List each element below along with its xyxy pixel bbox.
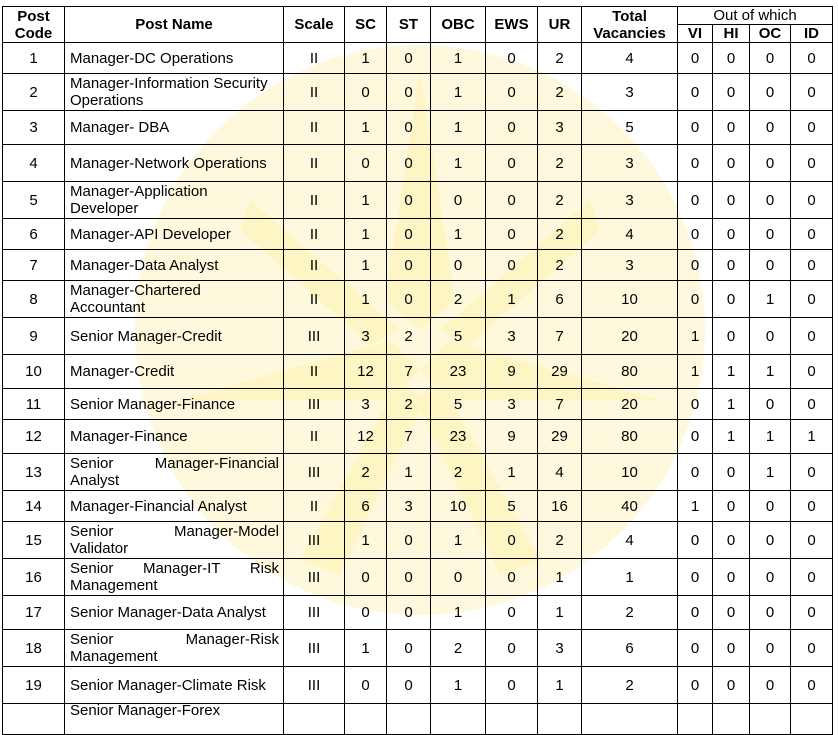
table-row — [3, 318, 833, 355]
cell-post-name: Manager-Chartered Accountant — [65, 281, 284, 318]
cell-ur: 29 — [538, 355, 582, 389]
cell-ur: 3 — [538, 630, 582, 667]
table-row — [3, 491, 833, 522]
cell-hi — [713, 704, 750, 735]
cell-ews: 3 — [486, 389, 538, 420]
cell-st: 0 — [387, 522, 431, 559]
cell-st: 0 — [387, 630, 431, 667]
cell-post-name: Manager-Data Analyst — [65, 250, 284, 281]
cell-st: 0 — [387, 667, 431, 704]
cell-ews: 3 — [486, 318, 538, 355]
cell-hi: 1 — [713, 389, 750, 420]
header-st: ST — [387, 7, 431, 43]
cell-vi: 0 — [678, 596, 713, 630]
cell-obc — [431, 704, 486, 735]
cell-hi: 0 — [713, 219, 750, 250]
cell-post-name: Manager-Network Operations — [65, 145, 284, 182]
cell-vi: 0 — [678, 630, 713, 667]
table-row — [3, 420, 833, 454]
table-row — [3, 522, 833, 559]
cell-post-name: Manager-Application Developer — [65, 182, 284, 219]
cell-ur: 29 — [538, 420, 582, 454]
cell-total: 2 — [582, 667, 678, 704]
cell-obc: 0 — [431, 559, 486, 596]
cell-obc: 1 — [431, 145, 486, 182]
cell-scale: II — [284, 420, 345, 454]
header-vi: VI — [678, 25, 713, 43]
cell-post-code: 1 — [3, 43, 65, 74]
cell-scale: II — [284, 74, 345, 111]
cell-ews: 0 — [486, 559, 538, 596]
cell-ur: 2 — [538, 43, 582, 74]
table-row — [3, 667, 833, 704]
cell-ur: 2 — [538, 74, 582, 111]
cell-post-code: 7 — [3, 250, 65, 281]
cell-post-code: 12 — [3, 420, 65, 454]
cell-sc: 12 — [345, 355, 387, 389]
cell-oc — [750, 704, 791, 735]
cell-sc: 0 — [345, 145, 387, 182]
cell-scale: III — [284, 596, 345, 630]
table-row — [3, 281, 833, 318]
cell-vi: 0 — [678, 454, 713, 491]
cell-hi: 0 — [713, 630, 750, 667]
cell-total: 4 — [582, 219, 678, 250]
cell-sc — [345, 704, 387, 735]
cell-id: 0 — [791, 182, 833, 219]
cell-id: 0 — [791, 522, 833, 559]
cell-sc: 1 — [345, 182, 387, 219]
cell-scale: II — [284, 111, 345, 145]
cell-hi: 0 — [713, 491, 750, 522]
cell-ews: 9 — [486, 355, 538, 389]
cell-total: 40 — [582, 491, 678, 522]
cell-total: 20 — [582, 318, 678, 355]
cell-sc: 1 — [345, 111, 387, 145]
cell-st: 0 — [387, 111, 431, 145]
cell-hi: 0 — [713, 145, 750, 182]
cell-vi: 0 — [678, 43, 713, 74]
cell-sc: 1 — [345, 219, 387, 250]
cell-st: 0 — [387, 74, 431, 111]
table-row — [3, 111, 833, 145]
cell-vi: 0 — [678, 145, 713, 182]
cell-post-name: Manager-Financial Analyst — [65, 491, 284, 522]
cell-ews: 0 — [486, 111, 538, 145]
cell-scale: III — [284, 454, 345, 491]
cell-scale: III — [284, 389, 345, 420]
cell-id: 0 — [791, 74, 833, 111]
cell-obc: 1 — [431, 219, 486, 250]
cell-hi: 0 — [713, 522, 750, 559]
cell-obc: 0 — [431, 250, 486, 281]
cell-obc: 2 — [431, 454, 486, 491]
cell-scale: III — [284, 667, 345, 704]
cell-oc: 0 — [750, 111, 791, 145]
cell-post-name: Senior Manager-Credit — [65, 318, 284, 355]
cell-vi: 0 — [678, 667, 713, 704]
cell-id: 0 — [791, 355, 833, 389]
header-ews: EWS — [486, 7, 538, 43]
cell-st: 0 — [387, 219, 431, 250]
cell-ur: 1 — [538, 596, 582, 630]
cell-total — [582, 704, 678, 735]
cell-total: 5 — [582, 111, 678, 145]
cell-id: 0 — [791, 281, 833, 318]
cell-obc: 1 — [431, 74, 486, 111]
cell-id: 0 — [791, 145, 833, 182]
table-row — [3, 74, 833, 111]
cell-hi: 1 — [713, 420, 750, 454]
cell-sc: 0 — [345, 667, 387, 704]
cell-post-name: Manager-API Developer — [65, 219, 284, 250]
cell-post-code: 5 — [3, 182, 65, 219]
cell-total: 6 — [582, 630, 678, 667]
cell-post-name: Senior Manager-Risk Management — [65, 630, 284, 667]
table-row — [3, 182, 833, 219]
header-obc: OBC — [431, 7, 486, 43]
cell-post-code: 14 — [3, 491, 65, 522]
cell-id: 0 — [791, 43, 833, 74]
cell-oc: 0 — [750, 182, 791, 219]
cell-scale: III — [284, 559, 345, 596]
cell-st: 1 — [387, 454, 431, 491]
cell-total: 20 — [582, 389, 678, 420]
cell-vi: 0 — [678, 522, 713, 559]
cell-post-code: 16 — [3, 559, 65, 596]
cell-post-name: Senior Manager-Forex — [65, 704, 284, 735]
cell-scale: II — [284, 182, 345, 219]
cell-sc: 1 — [345, 43, 387, 74]
cell-obc: 5 — [431, 318, 486, 355]
cell-post-name: Manager-Credit — [65, 355, 284, 389]
cell-st: 0 — [387, 145, 431, 182]
cell-sc: 3 — [345, 318, 387, 355]
cell-vi: 0 — [678, 559, 713, 596]
cell-obc: 0 — [431, 182, 486, 219]
cell-vi: 1 — [678, 355, 713, 389]
cell-oc: 1 — [750, 420, 791, 454]
cell-scale: III — [284, 318, 345, 355]
cell-hi: 0 — [713, 281, 750, 318]
cell-hi: 0 — [713, 43, 750, 74]
cell-ews: 0 — [486, 522, 538, 559]
cell-vi: 0 — [678, 250, 713, 281]
cell-obc: 10 — [431, 491, 486, 522]
cell-total: 10 — [582, 454, 678, 491]
cell-oc: 1 — [750, 355, 791, 389]
cell-ews: 0 — [486, 145, 538, 182]
cell-post-code: 2 — [3, 74, 65, 111]
cell-ews: 0 — [486, 182, 538, 219]
cell-sc: 6 — [345, 491, 387, 522]
cell-ur: 2 — [538, 219, 582, 250]
cell-obc: 1 — [431, 522, 486, 559]
cell-post-code: 10 — [3, 355, 65, 389]
header-sc: SC — [345, 7, 387, 43]
cell-st: 0 — [387, 182, 431, 219]
cell-post-name: Senior Manager-Financial Analyst — [65, 454, 284, 491]
cell-total: 2 — [582, 596, 678, 630]
cell-id: 0 — [791, 491, 833, 522]
cell-ur: 2 — [538, 145, 582, 182]
cell-total: 80 — [582, 355, 678, 389]
cell-st: 0 — [387, 250, 431, 281]
table-row — [3, 389, 833, 420]
cell-ews — [486, 704, 538, 735]
cell-id: 0 — [791, 630, 833, 667]
cell-post-name: Senior Manager-Finance — [65, 389, 284, 420]
cell-post-code — [3, 704, 65, 735]
header-post-code: Post Code — [3, 7, 65, 43]
cell-st — [387, 704, 431, 735]
cell-st: 0 — [387, 559, 431, 596]
cell-post-name: Senior Manager-Data Analyst — [65, 596, 284, 630]
cell-ur: 6 — [538, 281, 582, 318]
cell-oc: 0 — [750, 596, 791, 630]
cell-total: 10 — [582, 281, 678, 318]
cell-id: 0 — [791, 454, 833, 491]
cell-oc: 0 — [750, 522, 791, 559]
cell-ews: 0 — [486, 596, 538, 630]
cell-oc: 0 — [750, 667, 791, 704]
cell-post-code: 8 — [3, 281, 65, 318]
cell-scale: II — [284, 145, 345, 182]
cell-hi: 1 — [713, 355, 750, 389]
table-row — [3, 219, 833, 250]
cell-st: 7 — [387, 420, 431, 454]
cell-ews: 0 — [486, 630, 538, 667]
cell-ews: 0 — [486, 74, 538, 111]
cell-oc: 0 — [750, 389, 791, 420]
cell-total: 3 — [582, 250, 678, 281]
cell-total: 1 — [582, 559, 678, 596]
cell-st: 2 — [387, 389, 431, 420]
table-row — [3, 704, 833, 735]
cell-hi: 0 — [713, 454, 750, 491]
table-body — [3, 43, 833, 735]
cell-scale: II — [284, 219, 345, 250]
cell-total: 4 — [582, 522, 678, 559]
cell-ews: 5 — [486, 491, 538, 522]
header-post-name: Post Name — [65, 7, 284, 43]
cell-post-code: 19 — [3, 667, 65, 704]
table-row — [3, 596, 833, 630]
cell-ews: 1 — [486, 454, 538, 491]
cell-vi: 0 — [678, 74, 713, 111]
cell-id: 0 — [791, 250, 833, 281]
cell-ur — [538, 704, 582, 735]
table-row — [3, 43, 833, 74]
cell-oc: 1 — [750, 454, 791, 491]
header-id: ID — [791, 25, 833, 43]
cell-obc: 23 — [431, 420, 486, 454]
cell-scale: II — [284, 43, 345, 74]
cell-st: 0 — [387, 281, 431, 318]
cell-sc: 1 — [345, 281, 387, 318]
cell-post-code: 18 — [3, 630, 65, 667]
cell-sc: 0 — [345, 596, 387, 630]
cell-hi: 0 — [713, 111, 750, 145]
cell-scale: II — [284, 355, 345, 389]
cell-vi: 0 — [678, 111, 713, 145]
table-row — [3, 559, 833, 596]
cell-id: 0 — [791, 111, 833, 145]
cell-post-name: Manager-DC Operations — [65, 43, 284, 74]
cell-oc: 0 — [750, 74, 791, 111]
cell-sc: 1 — [345, 250, 387, 281]
cell-sc: 1 — [345, 522, 387, 559]
table-row — [3, 355, 833, 389]
cell-ur: 4 — [538, 454, 582, 491]
cell-vi: 0 — [678, 182, 713, 219]
cell-obc: 1 — [431, 43, 486, 74]
cell-scale: III — [284, 630, 345, 667]
cell-post-code: 6 — [3, 219, 65, 250]
cell-scale: II — [284, 250, 345, 281]
cell-sc: 0 — [345, 74, 387, 111]
cell-st: 2 — [387, 318, 431, 355]
cell-ur: 2 — [538, 522, 582, 559]
cell-post-code: 13 — [3, 454, 65, 491]
cell-oc: 0 — [750, 145, 791, 182]
cell-ur: 2 — [538, 182, 582, 219]
cell-post-name: Manager- DBA — [65, 111, 284, 145]
cell-hi: 0 — [713, 74, 750, 111]
cell-post-code: 3 — [3, 111, 65, 145]
cell-vi: 0 — [678, 281, 713, 318]
cell-sc: 2 — [345, 454, 387, 491]
cell-oc: 0 — [750, 630, 791, 667]
cell-oc: 0 — [750, 559, 791, 596]
cell-id: 0 — [791, 559, 833, 596]
cell-sc: 3 — [345, 389, 387, 420]
table-row — [3, 630, 833, 667]
cell-ur: 1 — [538, 559, 582, 596]
cell-ews: 0 — [486, 250, 538, 281]
cell-obc: 1 — [431, 596, 486, 630]
cell-vi: 0 — [678, 219, 713, 250]
cell-total: 80 — [582, 420, 678, 454]
cell-id — [791, 704, 833, 735]
table-row — [3, 145, 833, 182]
cell-hi: 0 — [713, 667, 750, 704]
cell-hi: 0 — [713, 250, 750, 281]
cell-ews: 0 — [486, 43, 538, 74]
cell-obc: 2 — [431, 630, 486, 667]
cell-st: 7 — [387, 355, 431, 389]
cell-oc: 0 — [750, 318, 791, 355]
cell-ews: 0 — [486, 667, 538, 704]
cell-st: 0 — [387, 596, 431, 630]
cell-scale: III — [284, 522, 345, 559]
cell-ur: 3 — [538, 111, 582, 145]
cell-oc: 1 — [750, 281, 791, 318]
cell-id: 0 — [791, 318, 833, 355]
cell-hi: 0 — [713, 596, 750, 630]
cell-oc: 0 — [750, 491, 791, 522]
cell-oc: 0 — [750, 43, 791, 74]
cell-st: 3 — [387, 491, 431, 522]
cell-id: 0 — [791, 667, 833, 704]
cell-post-code: 4 — [3, 145, 65, 182]
cell-obc: 5 — [431, 389, 486, 420]
cell-ews: 0 — [486, 219, 538, 250]
cell-vi: 1 — [678, 318, 713, 355]
cell-sc: 1 — [345, 630, 387, 667]
cell-ews: 1 — [486, 281, 538, 318]
table-row — [3, 250, 833, 281]
cell-post-name: Senior Manager-IT Risk Management — [65, 559, 284, 596]
header-oc: OC — [750, 25, 791, 43]
cell-ur: 7 — [538, 318, 582, 355]
cell-post-name: Senior Manager-Climate Risk — [65, 667, 284, 704]
cell-hi: 0 — [713, 559, 750, 596]
cell-scale: II — [284, 281, 345, 318]
cell-obc: 1 — [431, 667, 486, 704]
cell-id: 0 — [791, 219, 833, 250]
cell-vi — [678, 704, 713, 735]
cell-ur: 1 — [538, 667, 582, 704]
cell-post-code: 9 — [3, 318, 65, 355]
cell-post-name: Manager-Information Security Operations — [65, 74, 284, 111]
cell-id: 0 — [791, 389, 833, 420]
cell-sc: 12 — [345, 420, 387, 454]
cell-post-name: Senior Manager-Model Validator — [65, 522, 284, 559]
cell-obc: 1 — [431, 111, 486, 145]
cell-post-name: Manager-Finance — [65, 420, 284, 454]
cell-oc: 0 — [750, 219, 791, 250]
cell-ur: 7 — [538, 389, 582, 420]
header-out-of-which: Out of which — [678, 7, 833, 25]
cell-total: 3 — [582, 74, 678, 111]
cell-post-code: 11 — [3, 389, 65, 420]
cell-ur: 16 — [538, 491, 582, 522]
cell-hi: 0 — [713, 318, 750, 355]
cell-ews: 9 — [486, 420, 538, 454]
cell-total: 3 — [582, 145, 678, 182]
cell-ur: 2 — [538, 250, 582, 281]
cell-obc: 2 — [431, 281, 486, 318]
cell-id: 1 — [791, 420, 833, 454]
cell-post-code: 17 — [3, 596, 65, 630]
cell-total: 4 — [582, 43, 678, 74]
cell-scale — [284, 704, 345, 735]
table-row — [3, 454, 833, 491]
cell-post-code: 15 — [3, 522, 65, 559]
cell-id: 0 — [791, 596, 833, 630]
header-total-vacancies: Total Vacancies — [582, 7, 678, 43]
cell-vi: 0 — [678, 389, 713, 420]
cell-oc: 0 — [750, 250, 791, 281]
cell-obc: 23 — [431, 355, 486, 389]
cell-scale: II — [284, 491, 345, 522]
cell-vi: 1 — [678, 491, 713, 522]
vacancy-table — [2, 6, 833, 735]
header-ur: UR — [538, 7, 582, 43]
header-scale: Scale — [284, 7, 345, 43]
cell-hi: 0 — [713, 182, 750, 219]
cell-vi: 0 — [678, 420, 713, 454]
cell-sc: 0 — [345, 559, 387, 596]
cell-total: 3 — [582, 182, 678, 219]
header-hi: HI — [713, 25, 750, 43]
cell-st: 0 — [387, 43, 431, 74]
